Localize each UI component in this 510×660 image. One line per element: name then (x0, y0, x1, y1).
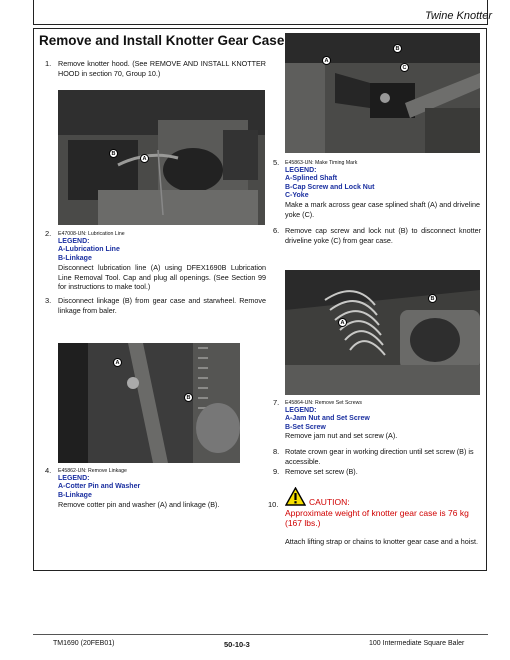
step-4-number: 4. (45, 466, 52, 475)
step-4-legend (58, 475, 140, 500)
step-8-number: 8. (273, 447, 280, 456)
step-5-legend (285, 167, 374, 201)
step-1-number: 1. (45, 59, 52, 68)
footer-page-number: 50-10-3 (224, 640, 250, 649)
legend-a: A-Jam Nut and Set Screw (285, 415, 370, 423)
step-2-caption: E47008-UN: Lubrication Line (58, 231, 125, 237)
step-4-text: Remove cotter pin and washer (A) and linkage (B). (58, 500, 220, 509)
photo-set-screws (285, 270, 480, 395)
step-6-number: 6. (273, 226, 280, 235)
legend-b: B-Set Screw (285, 423, 326, 431)
footer-rule (33, 634, 488, 635)
callout-a: A (322, 56, 331, 65)
callout-b: B (109, 149, 118, 158)
step-7-caption: E45864-UN: Remove Set Screws (285, 400, 362, 406)
step-3-number: 3. (45, 296, 52, 305)
caution-triangle-icon (285, 487, 306, 506)
step-9-text: Remove set screw (B). (285, 467, 358, 476)
legend-title: LEGEND: (285, 167, 317, 174)
step-9-number: 9. (273, 467, 280, 476)
legend-c: C-Yoke (285, 192, 309, 200)
step-3-text: Disconnect linkage (B) from gear case and starwheel. Remove linkage from baler. (58, 296, 266, 315)
callout-b: B (428, 294, 437, 303)
step-7-legend (285, 407, 370, 432)
step-1-text: Remove knotter hood. (See REMOVE AND INSTALL KNOTTER HOOD in section 70, Group 10.) (58, 59, 266, 78)
legend-a: A-Cotter Pin and Washer (58, 483, 141, 491)
legend-b: B-Cap Screw and Lock Nut (285, 183, 375, 191)
callout-a: A (113, 358, 122, 367)
legend-title: LEGEND: (58, 238, 90, 245)
step-10-number: 10. (268, 500, 279, 509)
step-5-number: 5. (273, 158, 280, 167)
step-2-legend (58, 238, 120, 263)
callout-c: C (400, 63, 409, 72)
step-7-number: 7. (273, 398, 280, 407)
footer-product: 100 Intermediate Square Baler (369, 640, 465, 647)
step-10-text: Attach lifting strap or chains to knotter gear case and a hoist. (285, 537, 478, 546)
step-5-caption: E45863-UN: Make Timing Mark (285, 160, 358, 166)
caution-text: Approximate weight of knotter gear case is 76 kg (167 lbs.) (285, 508, 469, 528)
legend-title: LEGEND: (58, 475, 90, 482)
legend-a: A-Lubrication Line (58, 246, 120, 254)
header-frame-left (33, 0, 34, 24)
step-7-text: Remove jam nut and set screw (A). (285, 431, 398, 440)
step-6-text: Remove cap screw and lock nut (B) to disconnect knotter driveline yoke (C) from gear case. (285, 226, 481, 245)
step-2-number: 2. (45, 229, 52, 238)
header-rule (33, 24, 488, 25)
callout-b: B (184, 393, 193, 402)
step-2-text: Disconnect lubrication line (A) using DFEX1690B Lubrication Line Removal Tool. Cap and plug all openings. (See Section 99 for instructions to make tool.) (58, 263, 266, 292)
legend-a: A-Splined Shaft (285, 175, 338, 183)
caution-label: CAUTION: (309, 497, 350, 507)
callout-b: B (393, 44, 402, 53)
legend-title: LEGEND: (285, 407, 317, 414)
step-4-caption: E45862-UN: Remove Linkage (58, 468, 127, 474)
callout-a: A (338, 318, 347, 327)
photo-remove-linkage (58, 343, 240, 463)
legend-b: B-Linkage (58, 491, 92, 499)
legend-b: B-Linkage (58, 254, 92, 262)
step-8-text: Rotate crown gear in working direction until set screw (B) is accessible. (285, 447, 474, 466)
section-title: Remove and Install Knotter Gear Case (39, 33, 285, 48)
step-5-text: Make a mark across gear case splined shaft (A) and driveline yoke (C). (285, 200, 480, 219)
footer-doc-id: TM1690 (20FEB01) (53, 640, 115, 647)
photo-lubrication-line (58, 90, 265, 225)
photo-timing-mark (285, 33, 480, 153)
callout-a: A (140, 154, 149, 163)
running-header: Twine Knotter (424, 10, 492, 22)
